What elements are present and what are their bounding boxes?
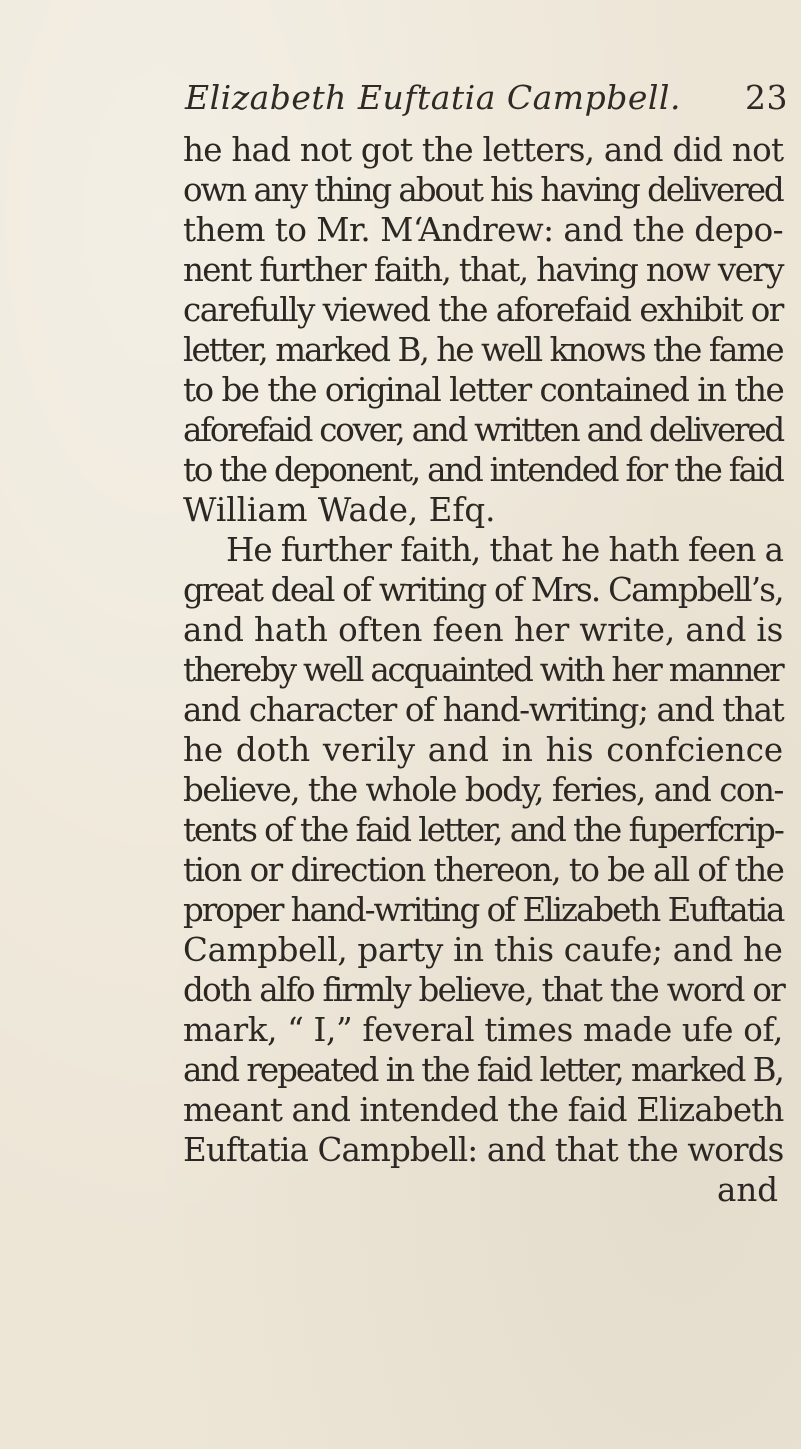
text-line: and repeated in the faid letter, marked B, xyxy=(183,1051,783,1089)
text-line: letter, marked B, he well knows the fame xyxy=(183,331,783,369)
text-line: aforefaid cover, and written and delivered xyxy=(183,411,783,449)
text-line: tents of the faid letter, and the fuperfcrip- xyxy=(183,811,783,849)
text-line: mark, “ I,” feveral times made ufe of, xyxy=(183,1011,784,1049)
text-line: he had not got the letters, and did not xyxy=(183,131,784,169)
page-header xyxy=(185,78,788,128)
text-line: tion or direction thereon, to be all of the xyxy=(183,851,784,889)
text-line: believe, the whole body, feries, and con- xyxy=(183,771,783,809)
text-line: nent further faith, that, having now very xyxy=(183,251,783,289)
text-line: and character of hand-writing; and that xyxy=(183,691,784,729)
catchword: and xyxy=(717,1171,779,1209)
text-line: carefully viewed the aforefaid exhibit or xyxy=(183,291,783,329)
text-line: proper hand-writing of Elizabeth Euftatia xyxy=(183,891,784,929)
text-line: he doth verily and in his confcience xyxy=(183,731,784,769)
text-line: Euftatia Campbell: and that the words xyxy=(183,1131,784,1169)
running-title: Elizabeth Euftatia Campbell. xyxy=(185,78,681,117)
text-line: them to Mr. M‘Andrew: and the depo- xyxy=(183,211,784,249)
text-line: thereby well acquainted with her manner xyxy=(183,651,783,689)
text-line: doth alfo firmly believe, that the word or xyxy=(183,971,785,1009)
page-number: 23 xyxy=(745,78,788,117)
text-line: great deal of writing of Mrs. Campbell’s, xyxy=(183,571,783,609)
text-line: to the deponent, and intended for the faid xyxy=(183,451,783,489)
text-line: meant and intended the faid Elizabeth xyxy=(183,1091,784,1129)
text-line: Campbell, party in this caufe; and he xyxy=(183,931,783,969)
text-line: to be the original letter contained in the xyxy=(183,371,784,409)
text-line: William Wade, Efq. xyxy=(183,491,496,529)
text-line: He further faith, that he hath feen a xyxy=(226,531,783,569)
text-line: own any thing about his having delivered xyxy=(183,171,783,209)
text-line: and hath often feen her write, and is xyxy=(183,611,784,649)
